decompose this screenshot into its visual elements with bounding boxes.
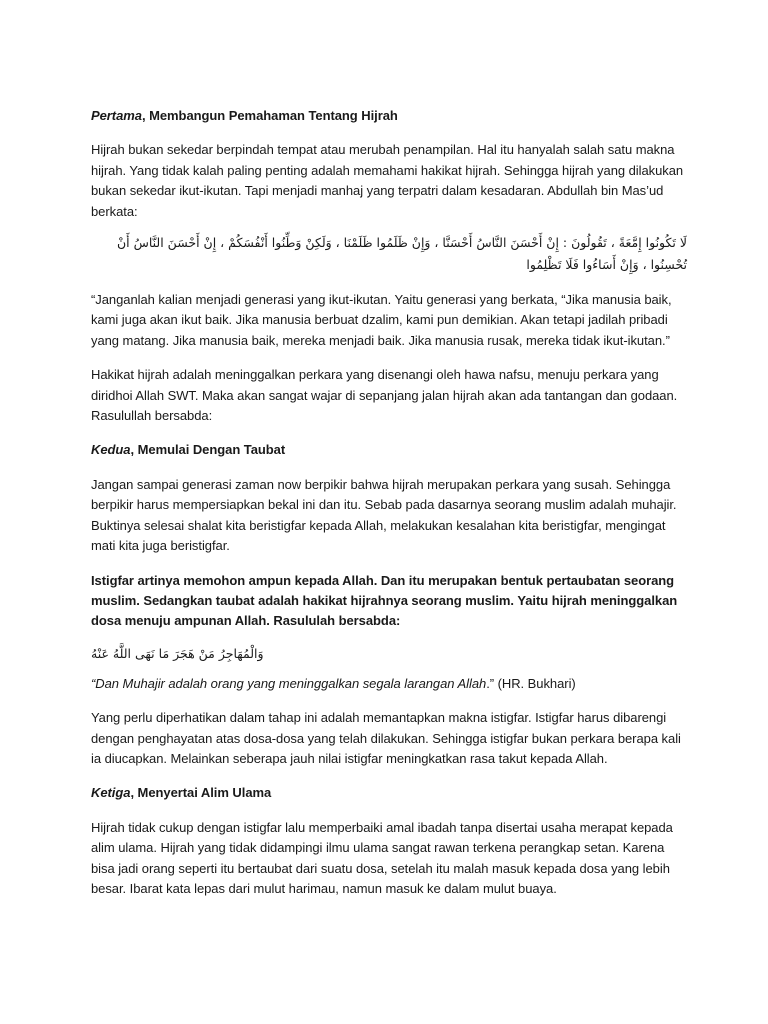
translation-source: .” (HR. Bukhari)	[486, 675, 576, 691]
paragraph: “Janganlah kalian menjadi generasi yang ikut-ikutan. Yaitu generasi yang berkata, “Jika manusia baik, kami juga akan ikut baik. Jika manusia berbuat dzalim, kami pun demikian. Akan tetapi jadilah pribadi yang matang. Jika manusia baik, mereka menjadi baik. Jika manusia rusak, mereka tidak ikut-ikutan.”	[91, 292, 672, 348]
section-heading-ketiga	[91, 783, 687, 803]
heading-ordinal: Ketiga	[91, 785, 131, 801]
document-page	[91, 106, 687, 913]
hadith-translation	[91, 674, 687, 694]
translation-text: “Dan Muhajir adalah orang yang meninggalkan segala larangan Allah	[91, 675, 487, 691]
section-heading-pertama	[91, 106, 687, 126]
heading-title: , Membangun Pemahaman Tentang Hijrah	[141, 108, 398, 123]
section-heading-kedua	[91, 440, 687, 460]
heading-title: , Menyertai Alim Ulama	[130, 785, 272, 801]
paragraph: Hakikat hijrah adalah meninggalkan perkara yang disenangi oleh hawa nafsu, menuju perkara yang diridhoi Allah SWT. Maka akan sangat wajar di sepanjang jalan hijrah akan ada tantangan dan godaan. Rasulullah bersabda:	[91, 367, 678, 424]
heading-ordinal: Kedua	[91, 442, 131, 458]
heading-title: , Memulai Dengan Taubat	[130, 442, 286, 458]
paragraph: Hijrah tidak cukup dengan istigfar lalu memperbaiki amal ibadah tanpa disertai usaha merapat kepada alim ulama. Hijrah yang tidak didampingi ilmu ulama sangat rawan terkena perangkap setan. Karena bisa jadi orang seperti itu bertaubat dari suatu dosa, setelah itu malah masuk kepada dosa yang lebih besar. Ibarat kata lepas dari mulut harimau, namun masuk ke dalam mulut buaya.	[91, 819, 673, 896]
heading-ordinal: Pertama	[91, 108, 142, 123]
paragraph: Jangan sampai generasi zaman now berpikir bahwa hijrah merupakan perkara yang susah. Sehingga berpikir harus mempersiapkan bekal ini dan itu. Sebab pada dasarnya seorang muslim adalah muhajir. Buktinya selesai shalat kita beristigfar kepada Allah, melakukan kesalahan kita beristigfar, mengingat mati kita juga beristigfar.	[91, 476, 677, 554]
arabic-quote: لَا تَكُونُوا إِمَّعَةً ، تَقُولُونَ : إِنْ أَحْسَنَ النَّاسُ أَحْسَنَّا ، وَإِنْ ظَلَمُوا ظَلَمْنَا ، وَلَكِنْ وَطِّنُوا أَنْفُسَكُمْ ، إِنْ أَحْسَنَ النَّاسُ أَنْ تُحْسِنُوا ، وَإِنْ أَسَاءُوا فَلَا تَظْلِمُوا	[116, 235, 687, 273]
paragraph: Yang perlu diperhatikan dalam tahap ini adalah memantapkan makna istigfar. Istigfar harus dibarengi dengan penghayatan atas dosa-dosa yang telah dilakukan. Sehingga istigfar bukan perkara berapa kali ia diucapkan. Melainkan seberapa jauh nilai istigfar meningkatkan rasa takut kepada Allah.	[91, 710, 681, 766]
paragraph: Hijrah bukan sekedar berpindah tempat atau merubah penampilan. Hal itu hanyalah salah satu makna hijrah. Yang tidak kalah paling penting adalah memahami hakikat hijrah. Sehingga hijrah yang dilakukan bukan sekedar ikut-ikutan. Tapi menjadi manhaj yang terpatri dalam kesadaran. Abdullah bin Mas’ud berkata:	[91, 142, 684, 219]
paragraph-bold: Istigfar artinya memohon ampun kepada Allah. Dan itu merupakan bentuk pertaubatan seorang muslim. Sedangkan taubat adalah hakikat hijrahnya seorang muslim. Yaitu hijrah meninggalkan dosa menuju ampunan Allah. Rasululah bersabda:	[91, 572, 678, 629]
arabic-hadith: وَالْمُهَاجِرُ مَنْ هَجَرَ مَا نَهَى اللَّهُ عَنْهُ	[91, 645, 264, 661]
